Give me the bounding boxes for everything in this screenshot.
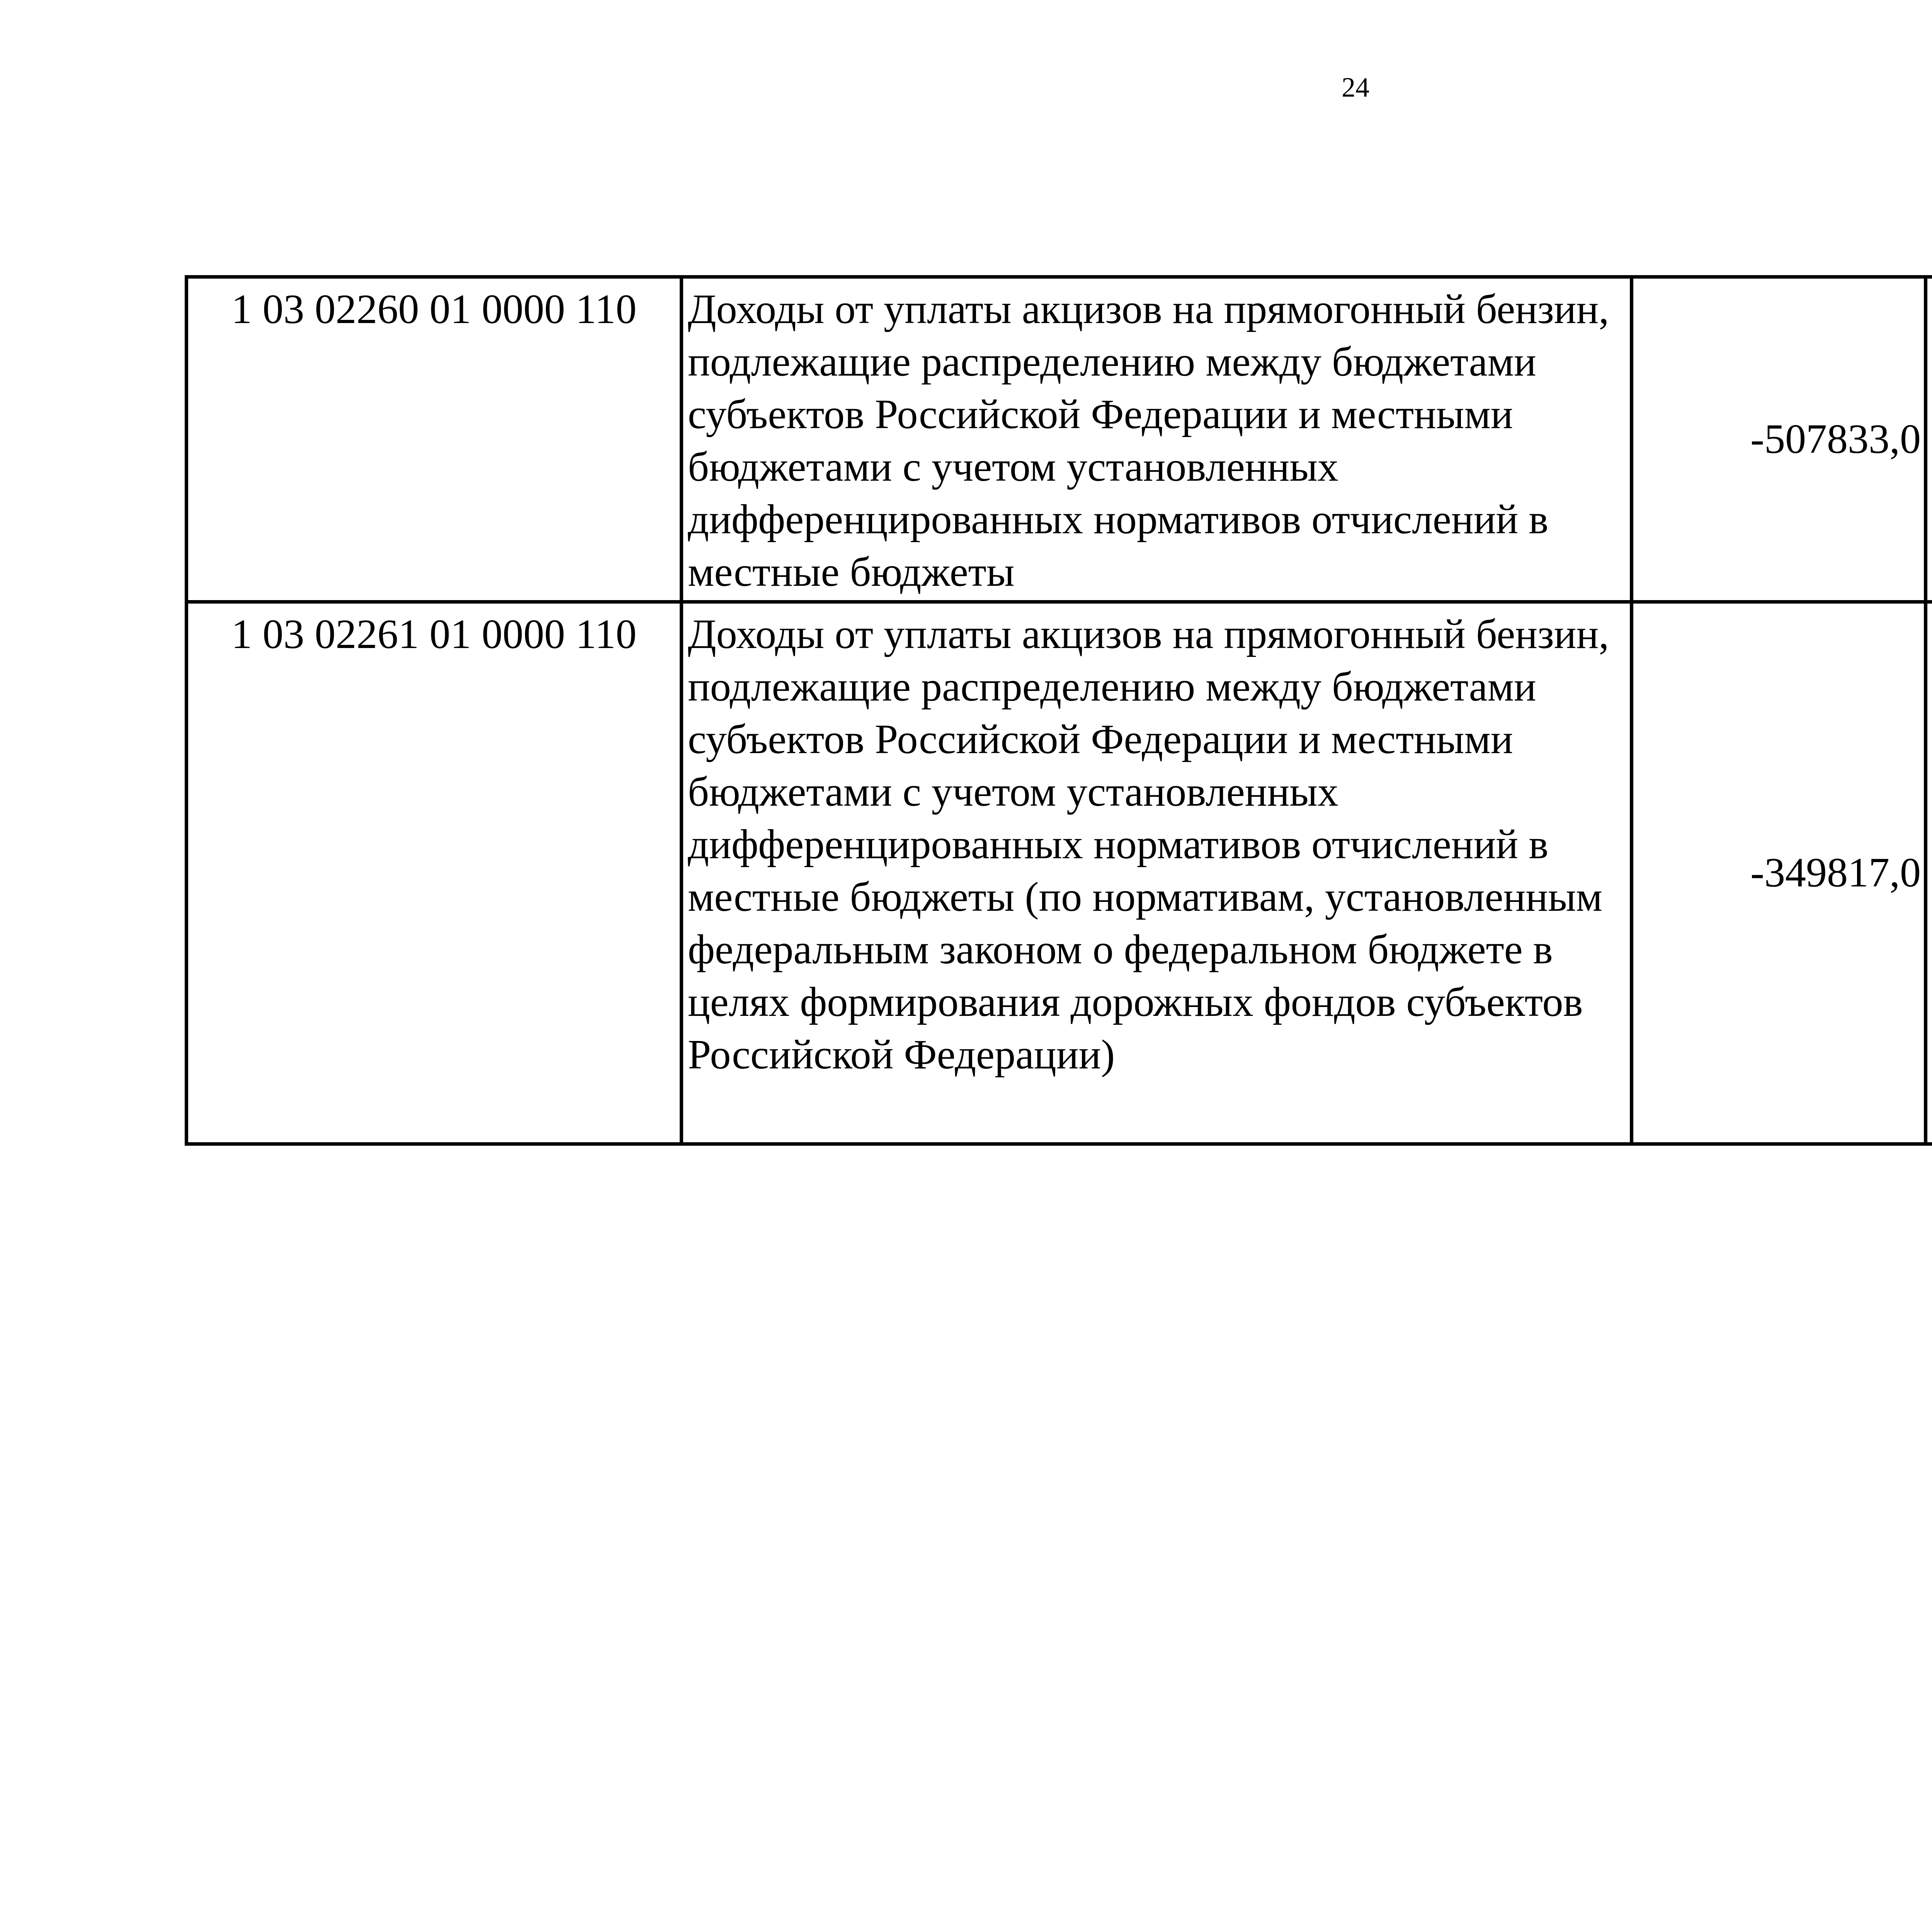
page-number: 24 <box>1342 72 1369 103</box>
amount-cell-year-1: -349817,0 <box>1632 602 1926 1144</box>
budget-table <box>185 275 1932 1146</box>
table-row <box>187 277 1932 602</box>
budget-code-cell: 1 03 02261 01 0000 110 <box>187 602 682 1144</box>
description-cell: Доходы от уплаты акцизов на прямогонный бензин, подлежащие распределению между бюджетами субъектов Российской Федерации и местными бюджетами с учетом установленных дифференцированных нормативов отчислений в местные бюджеты <box>682 277 1632 602</box>
amount-cell-year-1: -507833,0 <box>1632 277 1926 602</box>
budget-code-cell: 1 03 02260 01 0000 110 <box>187 277 682 602</box>
table-row <box>187 602 1932 1144</box>
description-cell: Доходы от уплаты акцизов на прямогонный бензин, подлежащие распределению между бюджетами субъектов Российской Федерации и местными бюджетами с учетом установленных дифференцированных нормативов отчислений в местные бюджеты (по нормативам, установленным федеральным законом о федеральном бюджете в целях формирования дорожных фондов субъектов Российской Федерации) <box>682 602 1632 1144</box>
amount-cell-year-2 <box>1926 277 1932 602</box>
amount-cell-year-2 <box>1926 602 1932 1144</box>
